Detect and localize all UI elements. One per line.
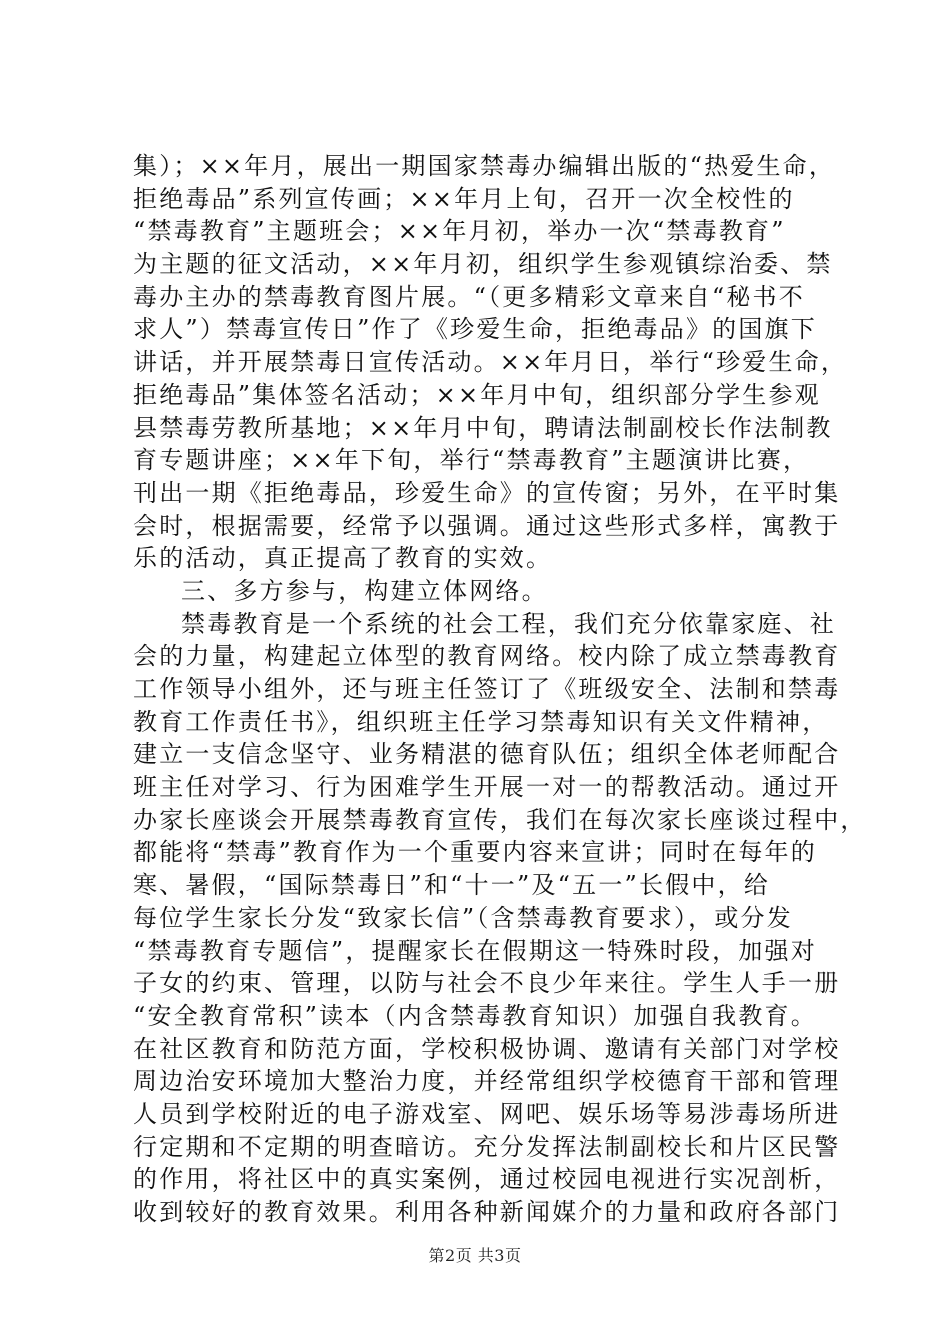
text-line: 周边治安环境加大整治力度，并经常组织学校德育干部和管理: [133, 1067, 841, 1096]
text-line: 班主任对学习、行为困难学生开展一对一的帮教活动。通过开: [133, 773, 841, 802]
text-line: 寒、暑假，“国际禁毒日”和“十一”及“五一”长假中，给: [133, 871, 771, 900]
document-body: [133, 150, 867, 1229]
text-line: 建立一支信念坚守、业务精湛的德育队伍；组织全体老师配合: [133, 740, 841, 769]
text-line: 为主题的征文活动，××年月初，组织学生参观镇综治委、禁: [133, 250, 833, 279]
text-line: “安全教育常积”读本（内含禁毒教育知识）加强自我教育。: [133, 1001, 817, 1030]
paragraph-continued: [133, 150, 848, 575]
text-line: 毒办主办的禁毒教育图片展。“（更多精彩文章来自“秘书不: [133, 282, 805, 311]
text-line: 都能将“禁毒”教育作为一个重要内容来宣讲；同时在每年的: [133, 838, 817, 867]
page-number-footer: 第2页 共3页: [428, 1246, 522, 1265]
text-line: 办家长座谈会开展禁毒教育宣传，我们在每次家长座谈过程中，: [133, 805, 867, 834]
text-line: 育专题讲座；××年下旬，举行“禁毒教育”主题演讲比赛，: [133, 446, 810, 475]
section-heading: 三、多方参与，构建立体网络。: [181, 576, 548, 605]
text-line: 收到较好的教育效果。利用各种新闻媒介的力量和政府各部门: [133, 1198, 841, 1226]
text-line: 教育工作责任书》，组织班主任学习禁毒知识有关文件精神，: [133, 707, 829, 736]
text-line: 乐的活动，真正提高了教育的实效。: [133, 544, 553, 573]
paragraph: [133, 608, 867, 1229]
text-line: 县禁毒劳教所基地；××年月中旬，聘请法制副校长作法制教: [133, 413, 833, 442]
text-line: 会时，根据需要，经常予以强调。通过这些形式多样，寓教于: [133, 511, 841, 540]
text-line: 行定期和不定期的明查暗访。充分发挥法制副校长和片区民警: [133, 1132, 841, 1161]
text-line: 工作领导小组外，还与班主任签订了《班级安全、法制和禁毒: [133, 675, 841, 703]
text-line: 的作用，将社区中的真实案例，通过校园电视进行实况剖析，: [133, 1165, 841, 1194]
text-line: 拒绝毒品”集体签名活动；××年月中旬，组织部分学生参观: [133, 380, 821, 409]
text-line: 会的力量，构建起立体型的教育网络。校内除了成立禁毒教育: [133, 642, 841, 671]
text-line: 讲话，并开展禁毒日宣传活动。××年月日，举行“珍爱生命，: [133, 348, 848, 377]
text-line: 刊出一期《拒绝毒品，珍爱生命》的宣传窗；另外，在平时集: [133, 478, 841, 507]
text-line: “禁毒教育专题信”，提醒家长在假期这一特殊时段，加强对: [133, 936, 817, 965]
text-line: 集）；××年月，展出一期国家禁毒办编辑出版的“热爱生命，: [133, 152, 836, 180]
text-line: 在社区教育和防范方面，学校积极协调、邀请有关部门对学校: [133, 1034, 841, 1063]
text-line: 禁毒教育是一个系统的社会工程，我们充分依靠家庭、社: [181, 609, 836, 638]
text-line: 求人”）禁毒宣传日”作了《珍爱生命，拒绝毒品》的国旗下: [133, 315, 817, 344]
text-line: 子女的约束、管理，以防与社会不良少年来往。学生人手一册: [133, 969, 841, 998]
text-line: 人员到学校附近的电子游戏室、网吧、娱乐场等易涉毒场所进: [133, 1099, 841, 1128]
text-line: 拒绝毒品”系列宣传画；××年月上旬，召开一次全校性的: [133, 184, 795, 213]
text-line: “禁毒教育”主题班会；××年月初，举办一次“禁毒教育”: [133, 217, 786, 246]
text-line: 每位学生家长分发“致家长信”（含禁毒教育要求），或分发: [133, 903, 793, 932]
